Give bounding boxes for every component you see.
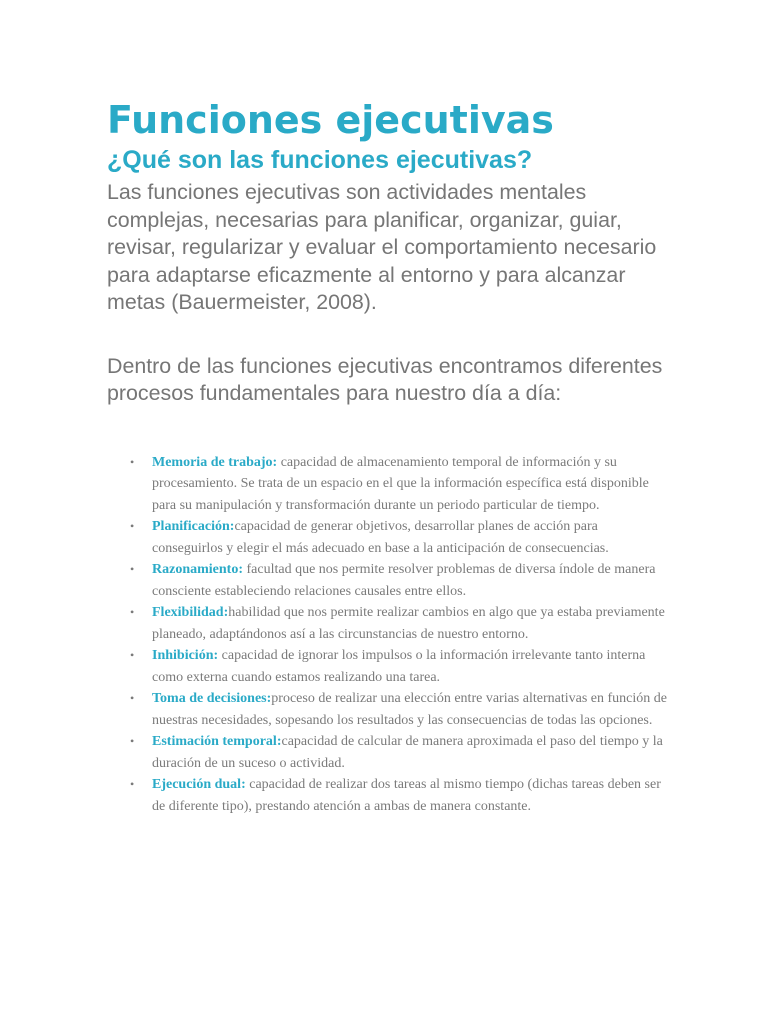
list-item bbox=[152, 645, 672, 688]
list-item-term: Planificación: bbox=[152, 519, 235, 534]
list-item-text: capacidad de ignorar los impulsos o la información irrelevante tanto interna como externa cuando estamos realizando una tarea. bbox=[152, 648, 646, 685]
list-item-text: capacidad de generar objetivos, desarrollar planes de acción para conseguirlos y elegir el más adecuado en base a la anticipación de consecuencias. bbox=[152, 519, 609, 556]
list-item-term: Ejecución dual: bbox=[152, 777, 246, 792]
list-item-term: Estimación temporal: bbox=[152, 734, 282, 749]
page-title: Funciones ejecutivas bbox=[107, 98, 554, 142]
list-item-text: capacidad de realizar dos tareas al mismo tiempo (dichas tareas deben ser de diferente tipo), prestando atención a ambas de manera constante. bbox=[152, 777, 661, 814]
list-item-term: Toma de decisiones: bbox=[152, 691, 272, 706]
list-item-text: capacidad de almacenamiento temporal de información y su procesamiento. Se trata de un espacio en el que la información específica está disponible para su manipulación y transformación durante un periodo particular de tiempo. bbox=[152, 454, 649, 513]
list-item-term: Flexibilidad: bbox=[152, 605, 229, 620]
list-item bbox=[152, 731, 672, 774]
list-item-text: facultad que nos permite resolver problemas de diversa índole de manera consciente estableciendo relaciones causales entre ellos. bbox=[152, 562, 656, 599]
executive-functions-list bbox=[152, 452, 672, 818]
lead-paragraph: Dentro de las funciones ejecutivas encontramos diferentes procesos fundamentales para nuestro día a día: bbox=[107, 353, 663, 405]
list-item-term: Razonamiento: bbox=[152, 562, 243, 577]
list-item bbox=[152, 516, 672, 559]
list-item-term: Memoria de trabajo: bbox=[152, 454, 278, 470]
list-item-term: Inhibición: bbox=[152, 648, 219, 663]
intro-paragraph: Las funciones ejecutivas son actividades mentales complejas, necesarias para planificar, organizar, guiar, revisar, regularizar y evaluar el comportamiento necesario para adaptarse eficazmente al entorno y para alcanzar metas (Bauermeister, 2008). bbox=[107, 180, 657, 314]
document-content bbox=[107, 96, 667, 817]
list-item bbox=[152, 452, 672, 517]
list-item bbox=[152, 602, 672, 645]
list-item bbox=[152, 774, 672, 817]
list-item bbox=[152, 559, 672, 602]
list-item bbox=[152, 688, 672, 731]
page-subtitle: ¿Qué son las funciones ejecutivas? bbox=[107, 146, 533, 174]
list-item-text: proceso de realizar una elección entre varias alternativas en función de nuestras necesidades, sopesando los resultados y las consecuencias de todas las opciones. bbox=[152, 691, 667, 728]
list-item-text: habilidad que nos permite realizar cambios en algo que ya estaba previamente planeado, adaptándonos así a las circunstancias de nuestro entorno. bbox=[152, 605, 665, 642]
list-item-text: capacidad de calcular de manera aproximada el paso del tiempo y la duración de un suceso o actividad. bbox=[152, 734, 663, 771]
